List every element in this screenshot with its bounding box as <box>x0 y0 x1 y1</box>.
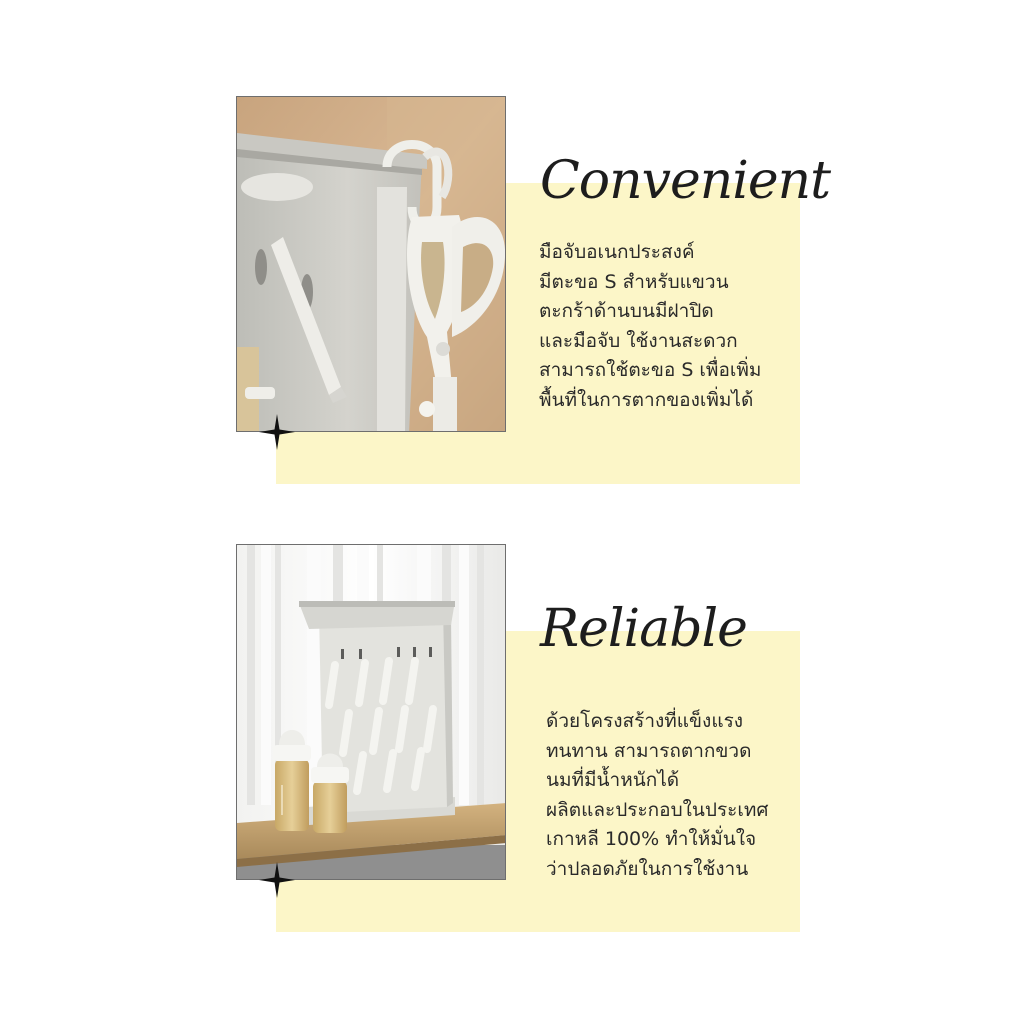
feature-description-line: และมือจับ ใช้งานสะดวก <box>539 329 738 352</box>
feature-photo-drying-rack <box>236 544 506 880</box>
feature-title: Reliable <box>540 599 747 659</box>
sparkle-icon <box>259 414 295 450</box>
feature-description-line: เกาหลี 100% ทำให้มั่นใจ <box>546 828 757 851</box>
feature-description-line: ผลิตและประกอบในประเทศ <box>546 798 769 821</box>
feature-description-line: มือจับอเนกประสงค์ <box>539 241 695 263</box>
feature-description-line: นมที่มีน้ำหนักได้ <box>546 769 680 792</box>
feature-description-line: ว่าปลอดภัยในการใช้งาน <box>546 857 749 880</box>
feature-title: Convenient <box>540 151 831 211</box>
sparkle-icon <box>259 862 295 898</box>
feature-description-line: ตะกร้าด้านบนมีฝาปิด <box>539 300 714 323</box>
feature-description-line: พื้นที่ในการตากของเพิ่มได้ <box>539 388 754 411</box>
feature-description-line: สามารถใช้ตะขอ S เพื่อเพิ่ม <box>539 359 762 382</box>
feature-description-line: มีตะขอ S สำหรับแขวน <box>539 270 729 293</box>
feature-description-line: ทนทาน สามารถตากขวด <box>546 739 752 762</box>
feature-description-line: ด้วยโครงสร้างที่แข็งแรง <box>546 710 744 732</box>
feature-description <box>546 707 768 885</box>
